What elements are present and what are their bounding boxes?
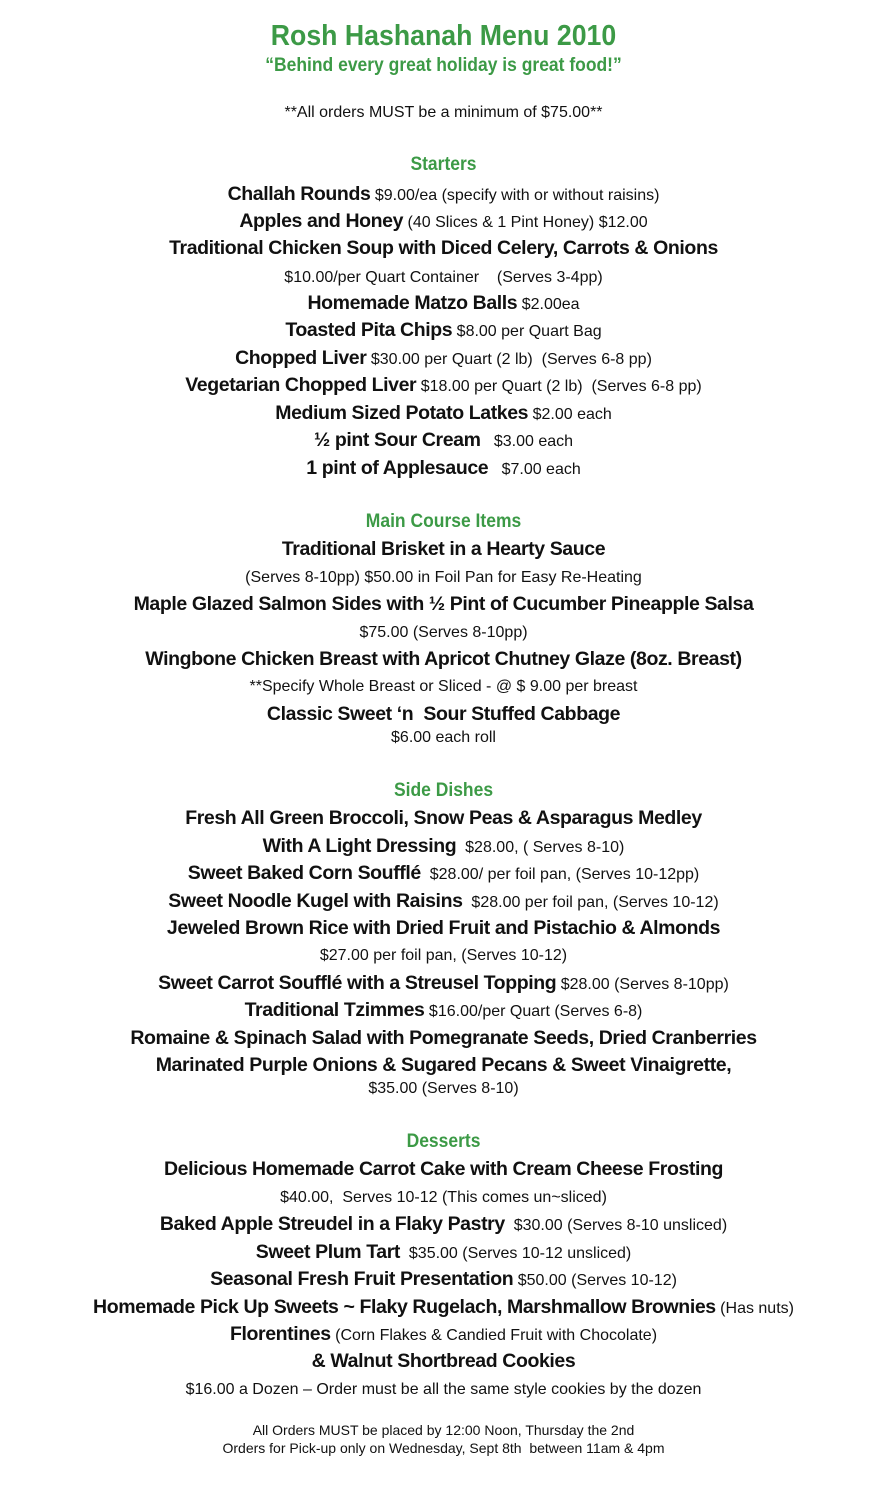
item-detail: **Specify Whole Breast or Sliced - @ $ 9.00 per breast — [249, 678, 638, 695]
menu-item — [0, 565, 887, 591]
item-detail: $8.00 per Quart Bag — [452, 323, 602, 340]
menu-item — [0, 915, 887, 943]
menu-item — [0, 1294, 887, 1322]
item-name: & Walnut Shortbread Cookies — [311, 1350, 576, 1372]
item-name: Florentines — [229, 1323, 331, 1345]
item-name: Homemade Pick Up Sweets ~ Flaky Rugelach, Marshmallow Brownies — [93, 1296, 716, 1318]
item-name: Seasonal Fresh Fruit Presentation — [210, 1268, 514, 1290]
menu-subtitle: “Behind every great holiday is great food!” — [265, 55, 622, 76]
menu-item — [0, 674, 887, 700]
item-name: ½ pint Sour Cream — [313, 429, 481, 451]
item-name: With A Light Dressing — [262, 835, 457, 857]
main-course-heading: Main Course Items — [365, 511, 522, 532]
menu-item — [0, 646, 887, 674]
item-name: Toasted Pita Chips — [285, 319, 453, 341]
item-detail: $2.00 each — [528, 406, 612, 423]
item-detail: (Has nuts) — [715, 1300, 794, 1317]
menu-item — [0, 427, 887, 455]
item-detail: $9.00/ea (specify with or without raisins) — [370, 187, 660, 204]
menu-item — [0, 455, 887, 483]
item-detail: $75.00 (Serves 8-10pp) — [359, 624, 528, 641]
menu-item — [0, 1185, 887, 1211]
item-name: Vegetarian Chopped Liver — [185, 374, 417, 396]
footer-pickup: Orders for Pick-up only on Wednesday, Sept 8th between 11am & 4pm — [222, 1440, 665, 1456]
menu-item — [0, 290, 887, 318]
item-detail: $28.00 (Serves 8-10pp) — [556, 976, 729, 993]
item-detail: (Serves 8-10pp) $50.00 in Foil Pan for Easy Re-Heating — [245, 569, 642, 586]
item-name: Apples and Honey — [239, 210, 404, 232]
item-detail: $28.00, ( Serves 8-10) — [456, 839, 625, 856]
item-detail: $27.00 per foil pan, (Serves 10-12) — [319, 947, 568, 964]
menu-item — [0, 1025, 887, 1053]
minimum-order-notice: **All orders MUST be a minimum of $75.00** — [284, 104, 603, 121]
footer-deadline: All Orders MUST be placed by 12:00 Noon, Thursday the 2nd — [252, 1422, 635, 1438]
item-detail: $30.00 per Quart (2 lb) (Serves 6-8 pp) — [366, 351, 652, 368]
item-name: Romaine & Spinach Salad with Pomegranate Seeds, Dried Cranberries — [130, 1027, 757, 1049]
item-name: Chopped Liver — [235, 347, 367, 369]
menu-item — [0, 620, 887, 646]
item-detail: $16.00/per Quart (Serves 6-8) — [424, 1003, 643, 1020]
menu-item — [0, 1321, 887, 1349]
menu-item — [0, 1266, 887, 1294]
item-name: Medium Sized Potato Latkes — [275, 402, 529, 424]
item-name: Challah Rounds — [227, 183, 371, 205]
menu-item — [0, 1076, 887, 1102]
item-name: Jeweled Brown Rice with Dried Fruit and Pistachio & Almonds — [166, 917, 721, 939]
item-detail: $6.00 each roll — [391, 729, 496, 746]
item-name: Traditional Tzimmes — [244, 999, 425, 1021]
item-detail: (Corn Flakes & Candied Fruit with Chocolate) — [330, 1327, 658, 1344]
menu-item — [0, 591, 887, 619]
desserts-heading: Desserts — [406, 1131, 481, 1152]
menu-item — [0, 181, 887, 209]
menu-item — [0, 833, 887, 861]
menu-title: Rosh Hashanah Menu 2010 — [270, 20, 617, 52]
menu-item — [0, 970, 887, 998]
menu-item — [0, 860, 887, 888]
item-name: 1 pint of Applesauce — [306, 457, 489, 479]
item-name: Traditional Chicken Soup with Diced Celery, Carrots & Onions — [169, 237, 718, 259]
item-name: Homemade Matzo Balls — [307, 292, 518, 314]
menu-item — [0, 317, 887, 345]
item-name: Sweet Noodle Kugel with Raisins — [168, 890, 463, 912]
item-name: Sweet Plum Tart — [255, 1241, 400, 1263]
side-dishes-heading: Side Dishes — [393, 780, 494, 801]
menu-item — [0, 997, 887, 1025]
menu-item — [0, 1348, 887, 1376]
menu-item — [0, 345, 887, 373]
menu-item — [0, 1156, 887, 1184]
item-detail: $50.00 (Serves 10-12) — [513, 1272, 677, 1289]
item-name: Wingbone Chicken Breast with Apricot Chutney Glaze (8oz. Breast) — [145, 648, 742, 670]
item-detail: $2.00ea — [517, 296, 580, 313]
menu-item — [0, 263, 887, 291]
item-name: Maple Glazed Salmon Sides with ½ Pint of Cucumber Pineapple Salsa — [133, 593, 754, 615]
item-name: Sweet Carrot Soufflé with a Streusel Topping — [158, 972, 557, 994]
item-name: Fresh All Green Broccoli, Snow Peas & Asparagus Medley — [185, 807, 702, 829]
item-name: Sweet Baked Corn Soufflé — [187, 862, 421, 884]
item-name: Classic Sweet ‘n Sour Stuffed Cabbage — [266, 703, 621, 725]
item-detail: $3.00 each — [480, 433, 574, 450]
item-detail: $10.00/per Quart Container (Serves 3-4pp) — [284, 269, 603, 286]
starters-heading: Starters — [410, 154, 477, 175]
item-detail: $30.00 (Serves 8-10 unsliced) — [504, 1217, 728, 1234]
menu-item — [0, 235, 887, 263]
menu-item — [0, 208, 887, 236]
menu-item — [0, 943, 887, 969]
item-name: Delicious Homemade Carrot Cake with Cream Cheese Frosting — [163, 1158, 724, 1180]
menu-item — [0, 400, 887, 428]
menu-item — [0, 372, 887, 400]
item-detail: $28.00 per foil pan, (Serves 10-12) — [462, 894, 719, 911]
menu-item — [0, 536, 887, 564]
menu-item — [0, 805, 887, 833]
menu-item — [0, 1239, 887, 1267]
item-detail: $35.00 (Serves 10-12 unsliced) — [400, 1245, 632, 1262]
item-detail: $35.00 (Serves 8-10) — [368, 1080, 519, 1097]
item-detail: $40.00, Serves 10-12 (This comes un~sliced) — [280, 1189, 607, 1206]
item-detail: (40 Slices & 1 Pint Honey) $12.00 — [403, 214, 648, 231]
menu-item — [0, 1211, 887, 1239]
item-name: Baked Apple Streudel in a Flaky Pastry — [159, 1213, 505, 1235]
item-detail: $16.00 a Dozen – Order must be all the same style cookies by the dozen — [185, 1381, 702, 1398]
item-detail: $7.00 each — [488, 461, 581, 478]
menu-item — [0, 1377, 887, 1403]
menu-item — [0, 888, 887, 916]
item-name: Marinated Purple Onions & Sugared Pecans & Sweet Vinaigrette, — [155, 1054, 732, 1076]
item-detail: $28.00/ per foil pan, (Serves 10-12pp) — [420, 866, 700, 883]
item-name: Traditional Brisket in a Hearty Sauce — [281, 538, 606, 560]
menu-item — [0, 725, 887, 751]
item-detail: $18.00 per Quart (2 lb) (Serves 6-8 pp) — [416, 378, 702, 395]
